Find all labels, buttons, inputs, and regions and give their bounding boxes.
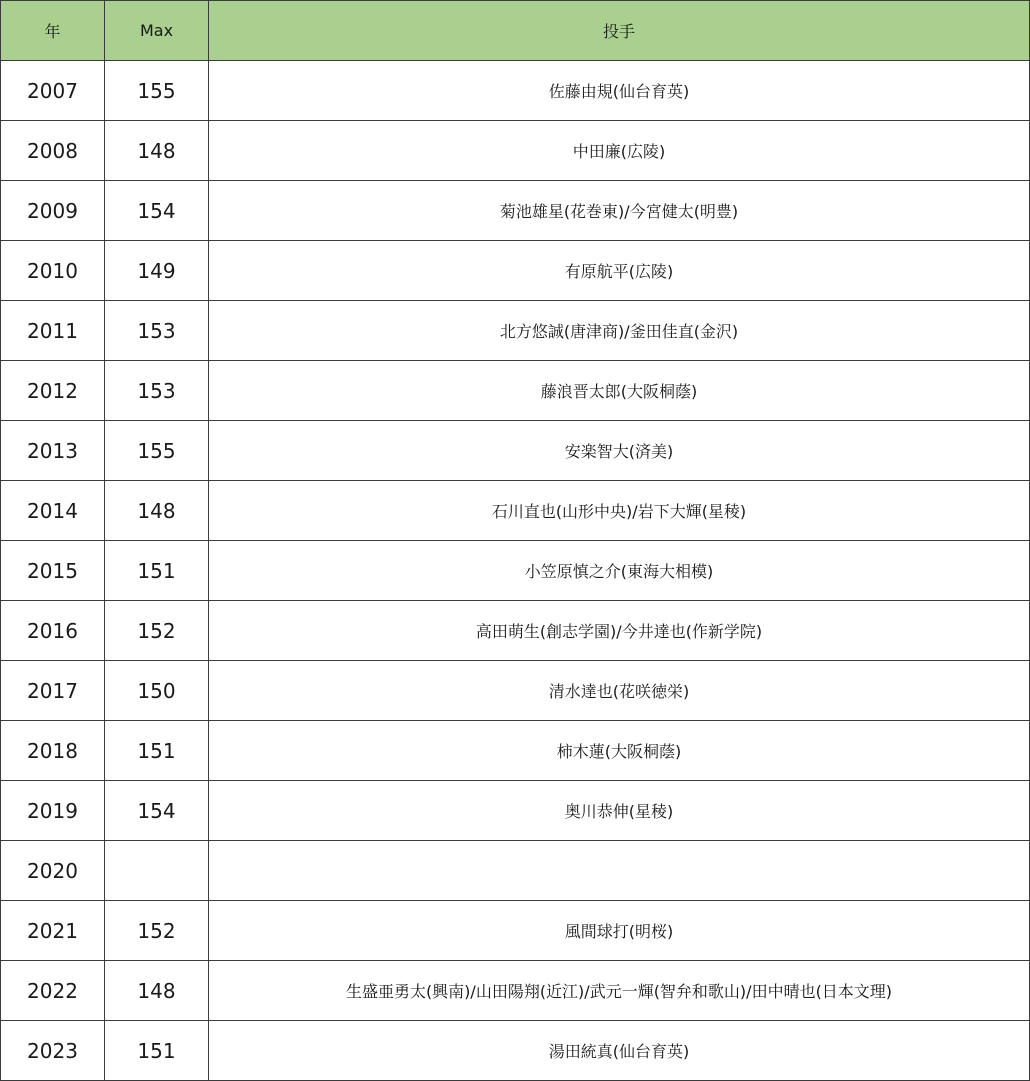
year-cell: 2021 <box>1 901 105 961</box>
max-cell: 151 <box>105 721 209 781</box>
table-row <box>1 361 1030 421</box>
header-row <box>1 1 1030 61</box>
year-cell: 2016 <box>1 601 105 661</box>
pitcher-cell: 奥川恭伸(星稜) <box>209 781 1030 841</box>
max-cell: 148 <box>105 481 209 541</box>
pitcher-cell: 清水達也(花咲徳栄) <box>209 661 1030 721</box>
max-cell: 153 <box>105 301 209 361</box>
year-cell: 2022 <box>1 961 105 1021</box>
max-cell: 155 <box>105 61 209 121</box>
year-cell: 2013 <box>1 421 105 481</box>
pitcher-cell <box>209 841 1030 901</box>
table-header <box>1 1 1030 61</box>
table-row <box>1 781 1030 841</box>
max-cell: 148 <box>105 121 209 181</box>
year-cell: 2008 <box>1 121 105 181</box>
max-cell: 154 <box>105 181 209 241</box>
pitcher-column-header: 投手 <box>209 1 1030 61</box>
year-cell: 2014 <box>1 481 105 541</box>
table-row <box>1 121 1030 181</box>
table-body <box>1 61 1030 1081</box>
pitcher-cell: 有原航平(広陵) <box>209 241 1030 301</box>
year-cell: 2017 <box>1 661 105 721</box>
pitcher-cell: 安楽智大(済美) <box>209 421 1030 481</box>
pitcher-cell: 風間球打(明桜) <box>209 901 1030 961</box>
pitcher-cell: 北方悠誠(唐津商)/釜田佳直(金沢) <box>209 301 1030 361</box>
max-cell: 150 <box>105 661 209 721</box>
year-cell: 2020 <box>1 841 105 901</box>
table-row <box>1 901 1030 961</box>
pitcher-cell: 小笠原慎之介(東海大相模) <box>209 541 1030 601</box>
max-cell: 148 <box>105 961 209 1021</box>
table-row <box>1 601 1030 661</box>
table-row <box>1 421 1030 481</box>
max-cell: 149 <box>105 241 209 301</box>
max-cell: 152 <box>105 601 209 661</box>
pitcher-cell: 藤浪晋太郎(大阪桐蔭) <box>209 361 1030 421</box>
pitcher-cell: 高田萌生(創志学園)/今井達也(作新学院) <box>209 601 1030 661</box>
max-cell: 153 <box>105 361 209 421</box>
max-cell: 155 <box>105 421 209 481</box>
year-cell: 2012 <box>1 361 105 421</box>
max-cell: 154 <box>105 781 209 841</box>
year-cell: 2011 <box>1 301 105 361</box>
year-cell: 2019 <box>1 781 105 841</box>
pitcher-cell: 生盛亜勇太(興南)/山田陽翔(近江)/武元一輝(智弁和歌山)/田中晴也(日本文理) <box>209 961 1030 1021</box>
pitcher-cell: 湯田統真(仙台育英) <box>209 1021 1030 1081</box>
table-row <box>1 841 1030 901</box>
pitcher-cell: 石川直也(山形中央)/岩下大輝(星稜) <box>209 481 1030 541</box>
table-row <box>1 481 1030 541</box>
pitcher-cell: 柿木蓮(大阪桐蔭) <box>209 721 1030 781</box>
pitcher-cell: 佐藤由規(仙台育英) <box>209 61 1030 121</box>
table-row <box>1 301 1030 361</box>
year-cell: 2015 <box>1 541 105 601</box>
table-row <box>1 241 1030 301</box>
year-cell: 2009 <box>1 181 105 241</box>
table-row <box>1 541 1030 601</box>
year-cell: 2023 <box>1 1021 105 1081</box>
max-cell: 152 <box>105 901 209 961</box>
year-cell: 2007 <box>1 61 105 121</box>
max-cell <box>105 841 209 901</box>
table-row <box>1 1021 1030 1081</box>
max-cell: 151 <box>105 541 209 601</box>
max-column-header: Max <box>105 1 209 61</box>
pitcher-cell: 中田廉(広陵) <box>209 121 1030 181</box>
table-row <box>1 721 1030 781</box>
table-row <box>1 181 1030 241</box>
year-cell: 2010 <box>1 241 105 301</box>
max-cell: 151 <box>105 1021 209 1081</box>
table-row <box>1 661 1030 721</box>
table-row <box>1 961 1030 1021</box>
table-row <box>1 61 1030 121</box>
pitcher-cell: 菊池雄星(花巻東)/今宮健太(明豊) <box>209 181 1030 241</box>
year-cell: 2018 <box>1 721 105 781</box>
year-column-header: 年 <box>1 1 105 61</box>
